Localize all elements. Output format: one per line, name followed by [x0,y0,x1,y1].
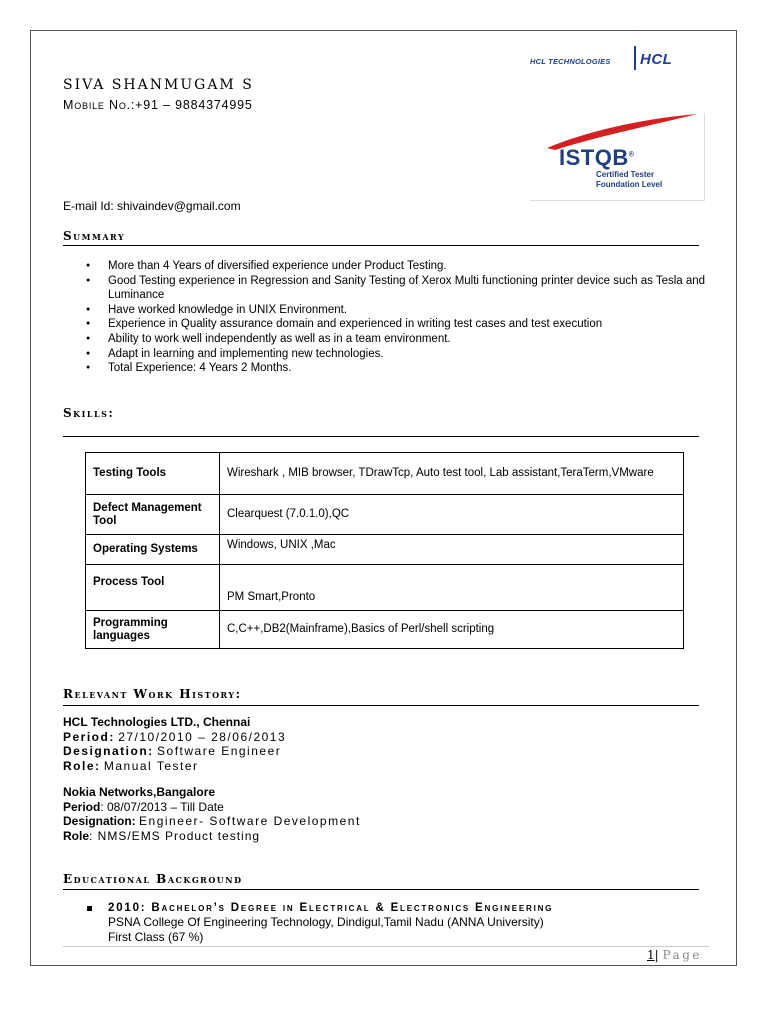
table-row [86,495,684,535]
job-designation [63,744,286,759]
skill-key: Programming languages [86,611,220,649]
job-role-label: Role [63,828,90,843]
job-nokia [63,785,361,843]
skill-key: Testing Tools [86,453,220,495]
mobile-number: Mobile No.:+91 – 9884374995 [63,98,253,112]
skills-rule [63,436,699,437]
job-designation [63,814,361,829]
job-role [63,759,286,774]
istqb-wordmark [559,145,634,171]
job-designation-label: Designation: [63,744,154,758]
hcl-logo-text: HCL [640,51,673,68]
istqb-name: ISTQB [559,145,629,170]
istqb-line1: Certified Tester [596,170,655,179]
istqb-line2: Foundation Level [596,180,663,189]
hcl-logo [530,44,702,74]
table-row [86,535,684,565]
skill-value: Clearquest (7.0.1.0),QC [220,495,684,535]
job-role-value: : NMS/EMS Product testing [89,828,261,843]
skills-table [85,452,684,649]
job-role-label: Role: [63,758,101,773]
job-period-label: Period [63,799,101,814]
job-designation-value: Software Engineer [157,744,282,758]
list-item: ● Good Testing experience in Regression and Sanity Testing of Xerox Multi functioning printer device such as Tesla and Luminance [86,274,711,303]
college-name: PSNA College Of Engineering Technology, Dindigul,Tamil Nadu (ANNA University) [108,915,544,929]
skill-key: Operating Systems [86,535,220,565]
job-period [63,800,361,815]
work-history-rule [63,705,699,706]
skill-value: PM Smart,Pronto [220,565,684,611]
page-number-value: 1 [647,948,655,962]
education-heading: Educational Background [63,872,243,886]
list-item: ● More than 4 Years of diversified experience under Product Testing. [86,259,711,274]
degree-title: 2010: Bachelor’s Degree in Electrical & Electronics Engineering [108,902,554,914]
table-row [86,565,684,611]
istqb-logo [529,112,704,200]
page-number [647,948,702,962]
job-period-value: : 08/07/2013 – Till Date [100,799,224,814]
skill-key: Process Tool [86,565,220,611]
skill-key: Defect Management Tool [86,495,220,535]
job-period-label: Period: [63,729,115,744]
square-bullet-icon [87,906,92,911]
grade: First Class (67 %) [108,930,204,944]
job-designation-value: Engineer- Software Development [139,814,361,828]
page-separator: | [654,948,659,962]
list-item: ● Ability to work well independently as well as in a team environment. [86,332,711,347]
skill-value: C,C++,DB2(Mainframe),Basics of Perl/shell scripting [220,611,684,649]
job-company: HCL Technologies LTD., Chennai [63,715,251,729]
job-period [63,730,286,745]
job-designation-label: Designation: [63,814,136,828]
skill-value: Windows, UNIX ,Mac [220,535,684,565]
skills-heading: Skills: [63,406,115,420]
list-item: ● Experience in Quality assurance domain and experienced in writing test cases and test execution [86,317,711,332]
job-company: Nokia Networks,Bangalore [63,785,216,799]
list-item: ● Have worked knowledge in UNIX Environment. [86,303,711,318]
job-role [63,829,361,844]
footer-rule [63,946,709,947]
job-hcl [63,715,286,773]
skill-value: Wireshark , MIB browser, TDrawTcp, Auto test tool, Lab assistant,TeraTerm,VMware [220,453,684,495]
hcl-logo-small-text: HCL TECHNOLOGIES [530,57,611,66]
summary-list [86,259,711,376]
job-period-value: 27/10/2010 – 28/06/2013 [118,729,287,744]
table-row [86,453,684,495]
istqb-reg-mark: ® [628,151,635,159]
list-item: ● Adapt in learning and implementing new technologies. [86,347,711,362]
summary-heading: Summary [63,229,126,243]
table-row [86,611,684,649]
summary-rule [63,245,699,246]
work-history-heading: Relevant Work History: [63,687,242,701]
candidate-name: SIVA SHANMUGAM S [63,77,254,93]
job-role-value: Manual Tester [103,758,199,773]
list-item: ● Total Experience: 4 Years 2 Months. [86,361,711,376]
hcl-logo-divider [634,46,636,70]
education-rule [63,889,699,890]
email-address: E-mail Id: shivaindev@gmail.com [63,199,241,213]
page-label: Page [662,948,702,962]
